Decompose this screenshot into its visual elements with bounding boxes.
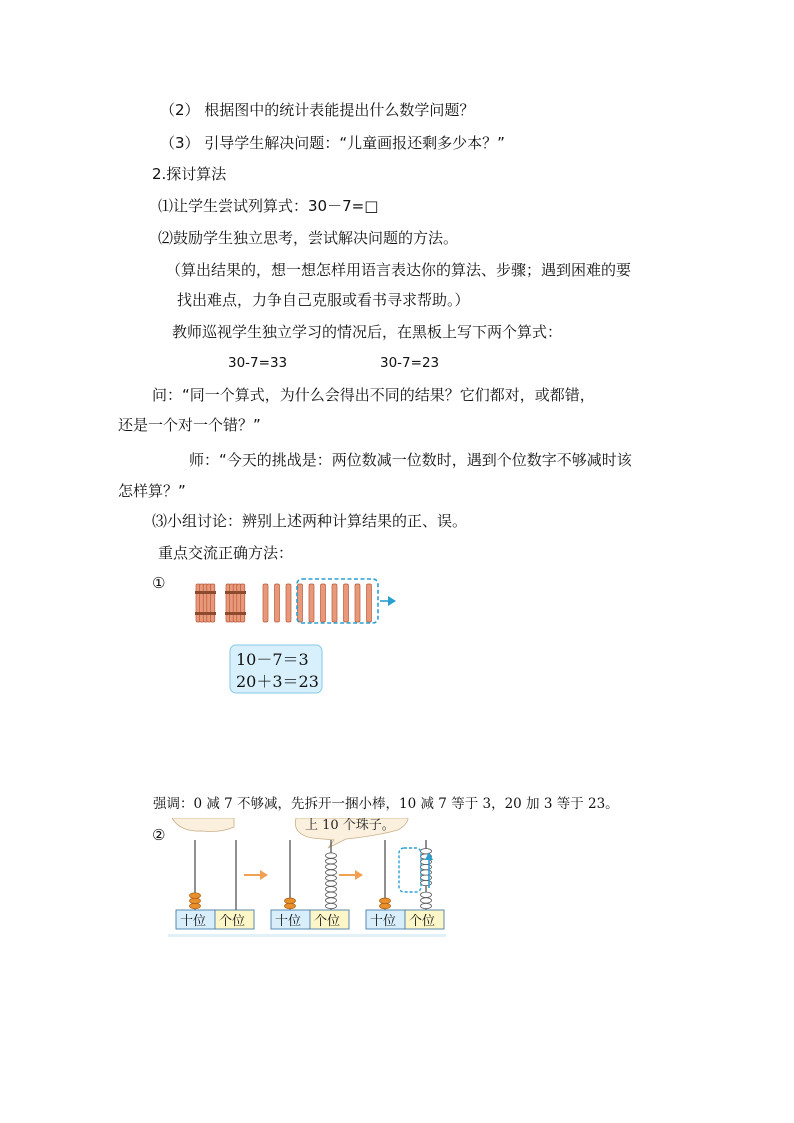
teacher-line: 教师巡视学生独立学习的情况后，在黑板上写下两个算式： — [172, 323, 563, 341]
single-stick — [286, 584, 291, 622]
ones-bead — [326, 864, 337, 869]
ones-bead — [326, 892, 337, 897]
equation-b: 30-7=23 — [380, 355, 440, 371]
removed-bead — [421, 875, 432, 880]
move-arrow-icon — [388, 596, 396, 606]
single-stick — [309, 584, 314, 622]
stick-bundle — [225, 584, 246, 622]
bottom-shadow — [168, 934, 446, 937]
ones-bead — [421, 903, 432, 908]
removed-bead — [421, 864, 432, 869]
single-stick — [355, 584, 360, 622]
ones-bead — [421, 898, 432, 903]
tens-bead — [380, 898, 391, 904]
single-stick — [275, 584, 280, 622]
note-line-1: （算出结果的，想一想怎样用语言表达你的算法、步骤；遇到困难的要 — [166, 261, 632, 279]
teacher-challenge-2: 怎样算？” — [118, 482, 186, 500]
tens-bead — [285, 898, 296, 904]
equation-a: 30-7=33 — [228, 355, 288, 371]
removed-bead — [421, 870, 432, 875]
figure-2-marker: ② — [152, 826, 166, 844]
step-2: ⑵鼓励学生独立思考，尝试解决问题的方法。 — [158, 229, 459, 247]
single-stick — [321, 584, 326, 622]
ones-bead — [326, 870, 337, 875]
equation-1: 10－7＝3 — [236, 650, 309, 669]
abacus-stage — [271, 840, 349, 929]
ones-label: 个位 — [314, 914, 341, 929]
question-line-1: 问：“同一个算式，为什么会得出不同的结果？它们都对，或都错， — [152, 386, 595, 404]
removed-beads-box — [399, 848, 421, 892]
step-1: ⑴让学生尝试列算式：30－7=□ — [158, 197, 379, 215]
abacus-figure — [150, 818, 450, 943]
ones-bead — [326, 875, 337, 880]
arrow-right-icon — [244, 870, 268, 880]
question-3: （3） 引导学生解决问题：“儿童画报还剩多少本？” — [160, 134, 505, 152]
speech-bubble-left — [172, 818, 234, 832]
tens-bead — [285, 903, 296, 909]
figure-1-marker: ① — [152, 574, 166, 592]
stick-figure — [150, 572, 410, 707]
step-3: ⑶小组讨论：辨别上述两种计算结果的正、误。 — [152, 512, 468, 530]
tens-label: 十位 — [275, 914, 302, 929]
tens-label: 十位 — [180, 914, 207, 929]
ones-bead — [421, 892, 432, 897]
stick-bundle — [195, 584, 216, 622]
question-2: （2） 根据图中的统计表能提出什么数学问题？ — [160, 101, 475, 119]
ones-bead — [326, 881, 337, 886]
tens-bead — [190, 898, 201, 904]
single-stick — [298, 584, 303, 622]
ones-label: 个位 — [219, 914, 246, 929]
ones-bead — [326, 903, 337, 908]
speech-bubble-text: 上 10 个珠子。 — [305, 818, 395, 833]
equation-2: 20＋3＝23 — [236, 672, 319, 691]
ones-bead — [326, 853, 337, 858]
arrow-right-icon — [339, 870, 363, 880]
focus-heading: 重点交流正确方法： — [158, 544, 294, 562]
emphasis-line: 强调：0 减 7 不够减，先拆开一捆小棒，10 减 7 等于 3，20 加 3 等于 23。 — [153, 796, 619, 812]
removed-bead — [421, 880, 432, 885]
tens-label: 十位 — [370, 914, 397, 929]
tens-bead — [190, 893, 201, 899]
removed-bead — [421, 849, 432, 854]
single-stick — [344, 584, 349, 622]
abacus-stage — [176, 840, 254, 929]
ones-bead — [326, 898, 337, 903]
question-line-2: 还是一个对一个错？” — [118, 416, 261, 434]
note-line-2: 找出难点，力争自己克服或看书寻求帮助。） — [177, 291, 470, 309]
ones-label: 个位 — [409, 914, 436, 929]
tens-bead — [190, 903, 201, 909]
single-stick — [332, 584, 337, 622]
ones-bead — [326, 887, 337, 892]
ones-bead — [326, 859, 337, 864]
section-2-heading: 2.探讨算法 — [152, 165, 227, 183]
single-stick — [263, 584, 268, 622]
single-stick — [367, 584, 372, 622]
teacher-challenge-1: 师：“今天的挑战是：两位数减一位数时，遇到个位数字不够减时该 — [189, 451, 632, 469]
tens-bead — [380, 903, 391, 909]
abacus-stage — [366, 840, 444, 929]
